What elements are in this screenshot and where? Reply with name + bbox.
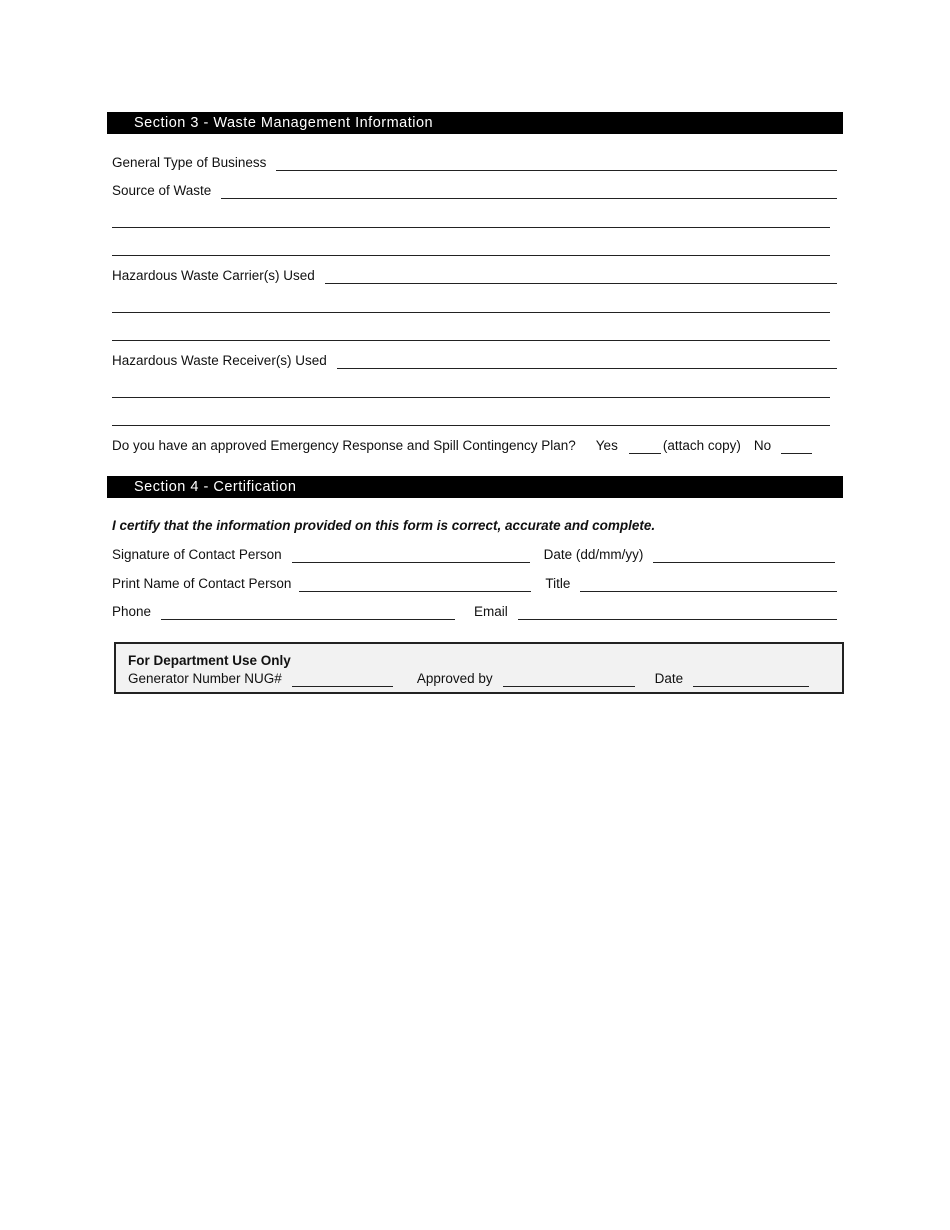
department-date-label: Date [654, 671, 684, 686]
title-label: Title [545, 576, 571, 591]
carrier-line-2[interactable] [112, 312, 830, 313]
certification-statement: I certify that the information provided on this form is correct, accurate and complete. [112, 518, 656, 533]
receiver-line-2[interactable] [112, 397, 830, 398]
generator-number-label: Generator Number NUG# [128, 671, 282, 686]
general-type-label: General Type of Business [112, 155, 267, 170]
phone-label: Phone [112, 604, 152, 619]
title-field[interactable] [580, 576, 837, 592]
phone-email-row [112, 600, 837, 620]
signature-row [112, 543, 835, 563]
plan-question-label: Do you have an approved Emergency Response and Spill Contingency Plan? [112, 438, 576, 453]
carrier-label: Hazardous Waste Carrier(s) Used [112, 268, 315, 283]
department-use-box [114, 642, 844, 694]
department-use-row [128, 669, 842, 687]
source-of-waste-field[interactable] [221, 183, 837, 199]
no-field[interactable] [781, 438, 812, 454]
email-label: Email [474, 604, 508, 619]
receiver-row [112, 349, 837, 369]
receiver-field[interactable] [337, 353, 837, 369]
signature-label: Signature of Contact Person [112, 547, 282, 562]
general-type-row [112, 151, 837, 171]
carrier-field[interactable] [325, 268, 837, 284]
carrier-line-3[interactable] [112, 340, 830, 341]
source-of-waste-label: Source of Waste [112, 183, 212, 198]
date-field[interactable] [653, 547, 835, 563]
plan-question-row [112, 434, 832, 454]
section-4-header [107, 476, 843, 498]
no-label: No [753, 438, 772, 453]
general-type-field[interactable] [276, 155, 837, 171]
date-label: Date (dd/mm/yy) [543, 547, 644, 562]
source-of-waste-line-3[interactable] [112, 255, 830, 256]
department-date-field[interactable] [693, 671, 809, 687]
receiver-label: Hazardous Waste Receiver(s) Used [112, 353, 327, 368]
yes-label: Yes [595, 438, 618, 453]
yes-field[interactable] [629, 438, 661, 454]
approved-by-label: Approved by [416, 671, 493, 686]
print-name-row [112, 572, 837, 592]
email-field[interactable] [518, 604, 837, 620]
print-name-field[interactable] [299, 576, 531, 592]
print-name-label: Print Name of Contact Person [112, 576, 292, 591]
section-4-title: Section 4 - Certification [134, 479, 297, 495]
carrier-row [112, 264, 837, 284]
approved-by-field[interactable] [503, 671, 635, 687]
source-of-waste-row [112, 179, 837, 199]
signature-field[interactable] [292, 547, 530, 563]
generator-number-field[interactable] [292, 671, 393, 687]
source-of-waste-line-2[interactable] [112, 227, 830, 228]
section-3-header [107, 112, 843, 134]
phone-field[interactable] [161, 604, 455, 620]
section-3-title: Section 3 - Waste Management Information [134, 115, 434, 131]
receiver-line-3[interactable] [112, 425, 830, 426]
department-use-heading: For Department Use Only [128, 653, 291, 668]
attach-copy-label: (attach copy) [662, 438, 741, 453]
